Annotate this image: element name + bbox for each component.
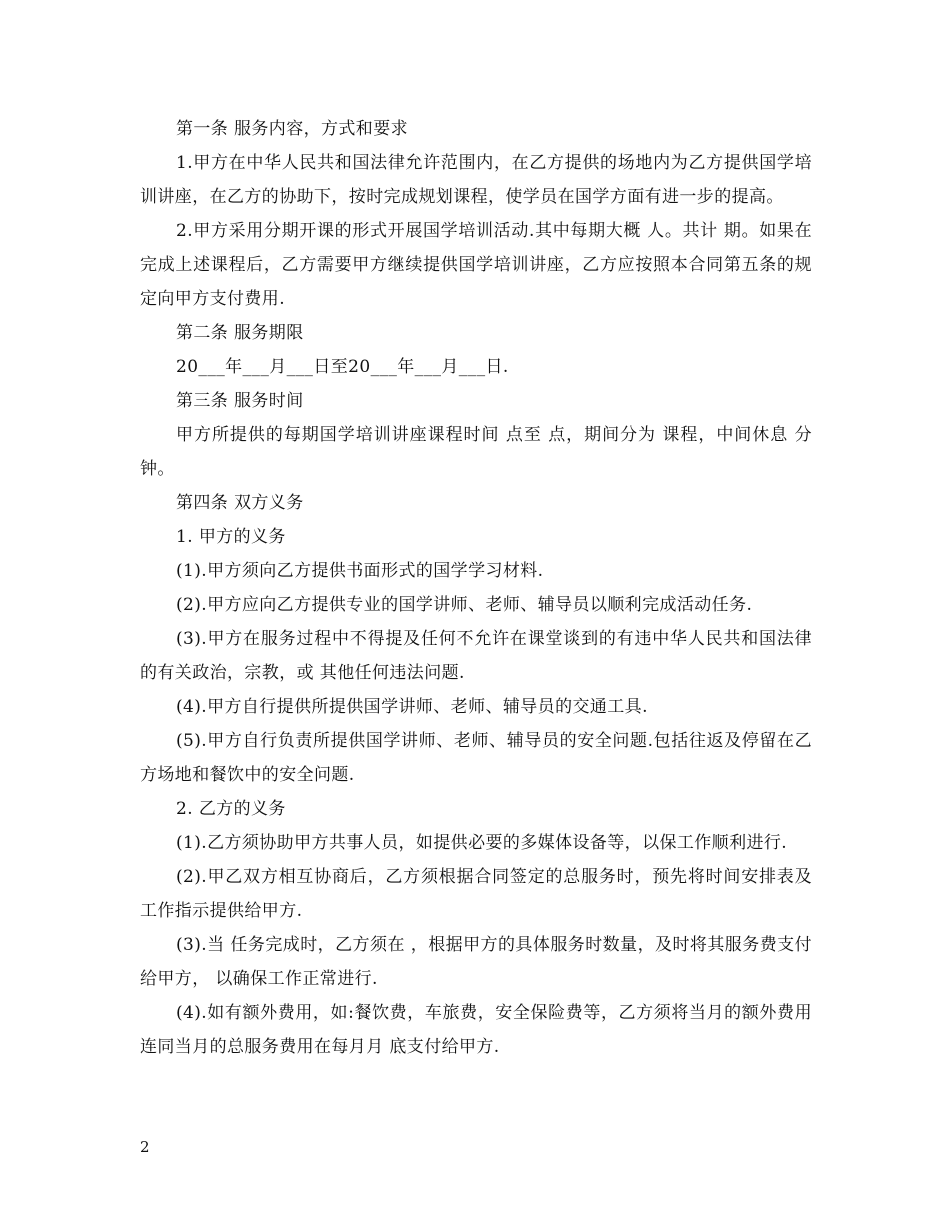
party-a-obligations-heading: 1. 甲方的义务 [176, 527, 286, 547]
list-item: (4).甲方自行提供所提供国学讲师、老师、辅导员的交通工具. [176, 697, 648, 717]
paragraph: 2.甲方采用分期开课的形式开展国学培训活动.其中每期大概 人。共计 期。如果在完成上述课程后，乙方需要甲方继续提供国学培训讲座，乙方应按照本合同第五条的规定向甲方支付费用. [140, 221, 812, 309]
article-2-heading: 第二条 服务期限 [176, 323, 304, 343]
list-item: (2).甲方应向乙方提供专业的国学讲师、老师、辅导员以顺利完成活动任务. [176, 595, 753, 615]
paragraph: 1.甲方在中华人民共和国法律允许范围内，在乙方提供的场地内为乙方提供国学培训讲座，在乙方的协助下，按时完成规划课程，使学员在国学方面有进一步的提高。 [140, 153, 812, 207]
list-item: (2).甲乙双方相互协商后，乙方须根据合同签定的总服务时，预先将时间安排表及工作指示提供给甲方. [140, 867, 812, 921]
party-b-obligations-heading: 2. 乙方的义务 [176, 799, 286, 819]
article-3-heading: 第三条 服务时间 [176, 391, 304, 411]
paragraph: 甲方所提供的每期国学培训讲座课程时间 点至 点，期间分为 课程，中间休息 分钟。 [140, 425, 812, 479]
list-item: (5).甲方自行负责所提供国学讲师、老师、辅导员的安全问题.包括往返及停留在乙方场地和餐饮中的安全问题. [140, 731, 812, 785]
document-body [140, 112, 812, 1064]
article-1-heading: 第一条 服务内容，方式和要求 [176, 119, 409, 139]
list-item: (1).乙方须协助甲方共事人员，如提供必要的多媒体设备等，以保工作顺利进行. [176, 833, 788, 853]
service-period-line: 20___年___月___日至20___年___月___日. [176, 357, 509, 377]
list-item: (3).甲方在服务过程中不得提及任何不允许在课堂谈到的有违中华人民共和国法律的有关政治，宗教，或 其他任何违法问题. [140, 629, 812, 683]
page-number: 2 [140, 1138, 150, 1156]
list-item: (1).甲方须向乙方提供书面形式的国学学习材料. [176, 561, 544, 581]
article-4-heading: 第四条 双方义务 [176, 493, 304, 513]
list-item: (4).如有额外费用，如:餐饮费，车旅费，安全保险费等，乙方须将当月的额外费用连同当月的总服务费用在每月月 底支付给甲方. [140, 1003, 812, 1057]
list-item: (3).当 任务完成时，乙方须在 ，根据甲方的具体服务时数量，及时将其服务费支付给甲方， 以确保工作正常进行. [140, 935, 812, 989]
